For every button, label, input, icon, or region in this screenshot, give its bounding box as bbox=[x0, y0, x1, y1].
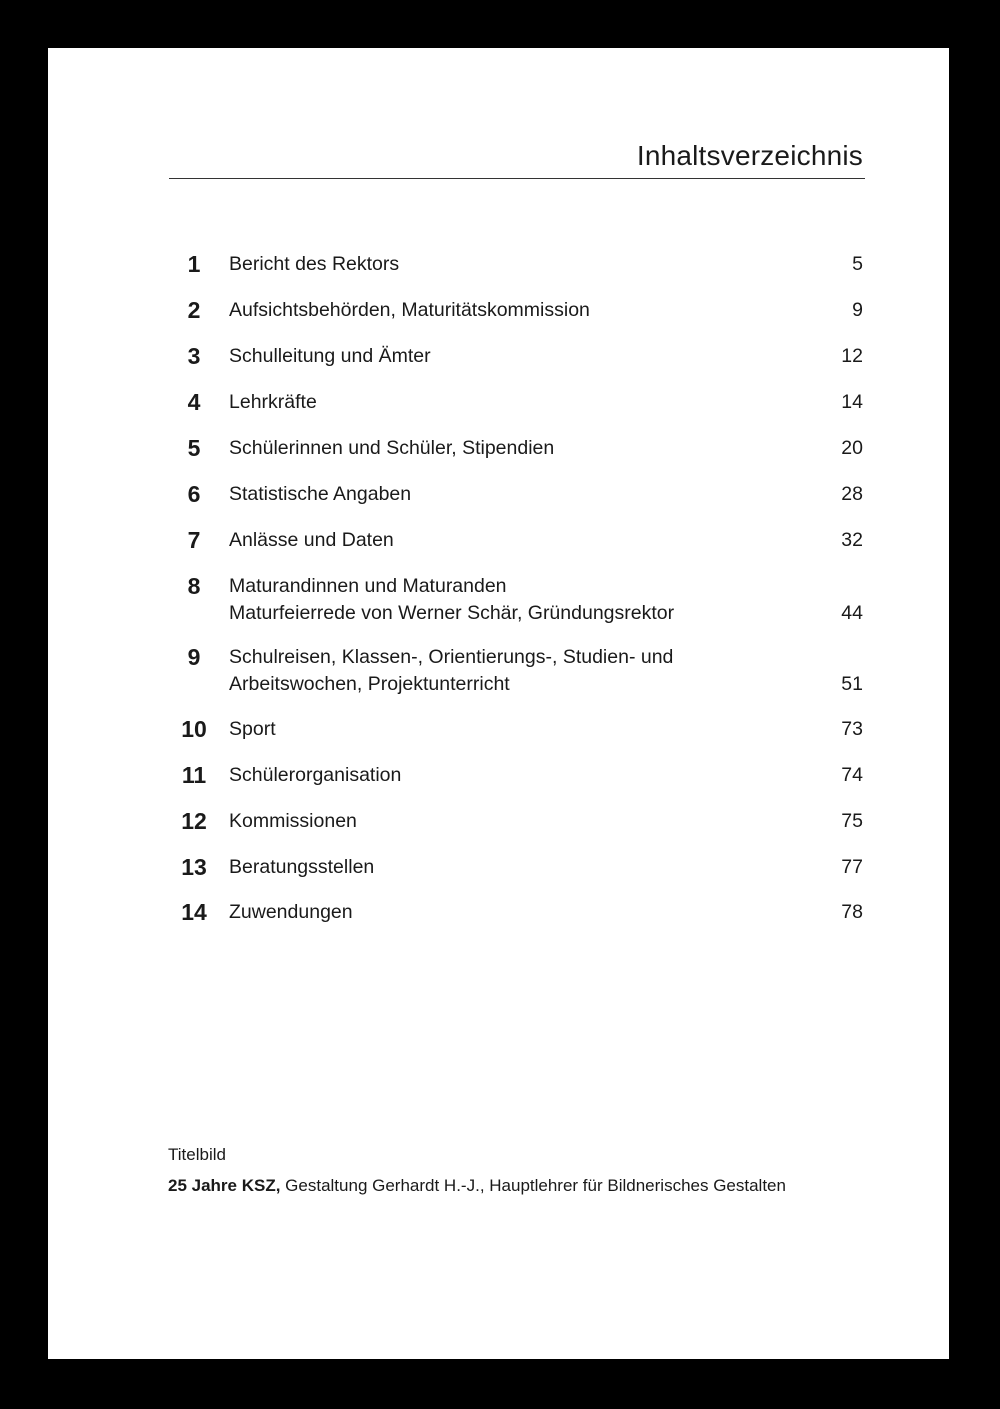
toc-entry-number: 9 bbox=[187, 644, 201, 670]
toc-entry-number: 13 bbox=[181, 854, 207, 880]
page-title: Inhaltsverzeichnis bbox=[636, 140, 863, 171]
toc-entry-title: Schulleitung und Ämter bbox=[229, 345, 431, 367]
toc-entry-page: 5 bbox=[852, 253, 863, 275]
title-header bbox=[169, 136, 865, 179]
toc-entry-page: 75 bbox=[841, 810, 863, 832]
toc-entry-title: Anlässe und Daten bbox=[229, 529, 394, 551]
toc-entry-subtitle: Maturfeierrede von Werner Schär, Gründungsrektor bbox=[229, 602, 675, 624]
toc-entry-page: 73 bbox=[841, 718, 863, 740]
toc-entry-page: 9 bbox=[852, 299, 863, 321]
caption-heading: Titelbild bbox=[168, 1145, 226, 1164]
toc-entry-title: Schülerorganisation bbox=[229, 764, 402, 786]
toc-entry-title: Sport bbox=[229, 718, 276, 740]
toc-entry-title: Kommissionen bbox=[229, 810, 357, 832]
toc-entry-title: Aufsichtsbehörden, Maturitätskommission bbox=[229, 299, 590, 321]
toc-entry-page: 74 bbox=[841, 764, 863, 786]
toc-entry-title: Zuwendungen bbox=[229, 901, 353, 923]
caption-text bbox=[168, 1176, 786, 1196]
toc-entry-number: 12 bbox=[181, 808, 207, 834]
toc-entry-subtitle: Arbeitswochen, Projektunterricht bbox=[229, 673, 510, 695]
toc-entry-page: 51 bbox=[841, 673, 863, 695]
toc-entry-number: 2 bbox=[187, 297, 201, 323]
toc-entry-page: 32 bbox=[841, 529, 863, 551]
toc-entry-title: Maturandinnen und Maturanden bbox=[229, 575, 507, 597]
toc-entry-page: 12 bbox=[841, 345, 863, 367]
toc-entry-number: 11 bbox=[181, 762, 207, 788]
toc-entry-number: 1 bbox=[187, 251, 201, 277]
toc-entry-title: Schulreisen, Klassen-, Orientierungs-, Studien- und bbox=[229, 646, 674, 668]
caption-bold: 25 Jahre KSZ, bbox=[168, 1176, 281, 1195]
toc-entry-number: 14 bbox=[181, 899, 207, 925]
toc-entry-page: 77 bbox=[841, 856, 863, 878]
caption-description: Gestaltung Gerhardt H.-J., Hauptlehrer für Bildnerisches Gestalten bbox=[280, 1176, 786, 1195]
toc-entry-title: Schülerinnen und Schüler, Stipendien bbox=[229, 437, 555, 459]
toc-entry-number: 8 bbox=[187, 573, 201, 599]
toc-entry-page: 78 bbox=[841, 901, 863, 923]
toc-entry-title: Bericht des Rektors bbox=[229, 253, 400, 275]
toc-entry-title: Beratungsstellen bbox=[229, 856, 375, 878]
toc-entry-page: 14 bbox=[841, 391, 863, 413]
toc-entry-page: 20 bbox=[841, 437, 863, 459]
toc-entry-number: 7 bbox=[187, 527, 201, 553]
toc-entry-number: 6 bbox=[187, 481, 201, 507]
toc-entry-number: 3 bbox=[187, 343, 201, 369]
toc-entry-title: Statistische Angaben bbox=[229, 483, 412, 505]
toc-entry-number: 10 bbox=[181, 716, 207, 742]
toc-entry-page: 44 bbox=[841, 602, 863, 624]
toc-entry-number: 4 bbox=[187, 389, 201, 415]
document-page bbox=[48, 48, 949, 1359]
toc-entry-title: Lehrkräfte bbox=[229, 391, 317, 413]
toc-entry-page: 28 bbox=[841, 483, 863, 505]
toc-entry-number: 5 bbox=[187, 435, 201, 461]
